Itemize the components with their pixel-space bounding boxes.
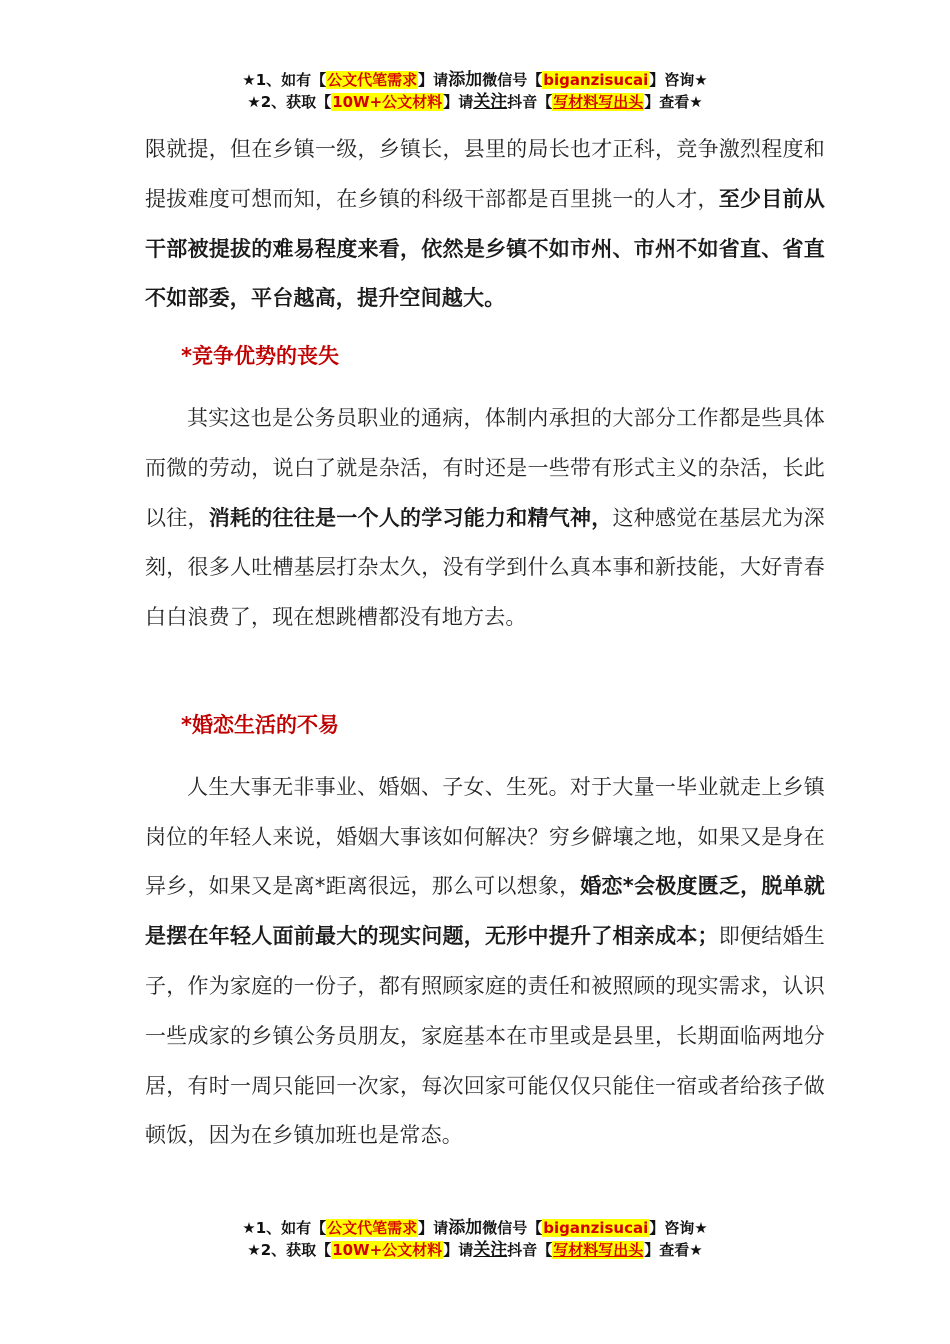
banner-text-emphasis: 添加 <box>448 70 483 90</box>
banner-text: 】请 <box>418 1219 449 1237</box>
paragraph-bold-text: 至少目前从干部被提拔的难易程度来看，依然是乡镇不如市州、市州不如省直、省直不如部委，平台越高，提升空间越大。 <box>145 186 826 311</box>
banner-text: ★2、获取【 <box>247 93 332 111</box>
document-body <box>145 125 825 1161</box>
paragraph-text: 限就提，但在乡镇一级，乡镇长，县里的局长也才正科，竞争激烈程度和提拔难度可想而知，在乡镇的科级干部都是百里挑一的人才， <box>145 137 825 211</box>
section-heading-competition: *竞争优势的丧失 <box>181 344 339 369</box>
highlight-materials: 10W+公文材料 <box>332 1241 443 1259</box>
highlight-wechat-id: biganzisucai <box>543 1219 649 1237</box>
banner-text: 微信号【 <box>482 71 543 89</box>
banner-text: ★1、如有【 <box>242 71 327 89</box>
banner-text: 微信号【 <box>482 1219 543 1237</box>
paragraph-text: 即便结婚生子，作为家庭的一份子，都有照顾家庭的责任和被照顾的现实需求，认识一些成家的乡镇公务员朋友，家庭基本在市里或是县里，长期面临两地分居，有时一周只能回一次家，每次回家可能仅仅只能住一宿或者给孩子做顿饭，因为在乡镇加班也是常态。 <box>145 924 825 1148</box>
highlight-wechat-id: biganzisucai <box>543 71 649 89</box>
banner-text: ★2、获取【 <box>247 1241 332 1259</box>
banner-text: ★1、如有【 <box>242 1219 327 1237</box>
banner-text-emphasis: 关注 <box>473 92 508 112</box>
banner-text: 】查看★ <box>644 1241 703 1259</box>
paragraph-bold-text: 消耗的往往是一个人的学习能力和精气神， <box>208 505 613 530</box>
paragraph-text: 人生大事无非事业、婚姻、子女、生死。对于大量一毕业就走上乡镇岗位的年轻人来说，婚姻大事该如何解决？穷乡僻壤之地，如果又是身在异乡，如果又是离*距离很远，那么可以想象， <box>145 774 825 899</box>
highlight-materials: 10W+公文材料 <box>332 93 443 111</box>
highlight-douyin-account: 写材料写出头 <box>553 1241 644 1259</box>
highlight-douyin-account: 写材料写出头 <box>553 93 644 111</box>
banner-text: 】请 <box>443 1241 474 1259</box>
banner-line-2 <box>0 1239 950 1261</box>
banner-text-emphasis: 添加 <box>448 1218 483 1238</box>
header-banner <box>0 69 950 113</box>
banner-text: 】请 <box>443 93 474 111</box>
paragraph-promotion <box>145 125 825 324</box>
footer-banner <box>0 1217 950 1261</box>
banner-text: 抖音【 <box>507 93 553 111</box>
banner-text: 】查看★ <box>644 93 703 111</box>
paragraph-marriage <box>145 763 825 1161</box>
section-heading-marriage: *婚恋生活的不易 <box>181 712 339 737</box>
banner-text: 】请 <box>418 71 449 89</box>
paragraph-competition <box>145 394 825 643</box>
banner-line-1 <box>0 1217 950 1239</box>
banner-line-1 <box>0 69 950 91</box>
banner-line-2 <box>0 91 950 113</box>
banner-text: 抖音【 <box>507 1241 553 1259</box>
highlight-writing-service: 公文代笔需求 <box>327 1219 418 1237</box>
paragraph-text: 这种感觉在基层尤为深刻，很多人吐槽基层打杂太久，没有学到什么真本事和新技能，大好青春白白浪费了，现在想跳槽都没有地方去。 <box>145 505 825 630</box>
banner-text: 】咨询★ <box>649 1219 708 1237</box>
paragraph-bold-text: 婚恋*会极度匮乏，脱单就是摆在年轻人面前最大的现实问题，无形中提升了相亲成本； <box>145 874 825 949</box>
banner-text: 】咨询★ <box>649 71 708 89</box>
banner-text-emphasis: 关注 <box>473 1240 508 1260</box>
paragraph-text: 其实这也是公务员职业的通病，体制内承担的大部分工作都是些具体而微的劳动，说白了就是杂活，有时还是一些带有形式主义的杂活，长此以往， <box>145 405 825 530</box>
highlight-writing-service: 公文代笔需求 <box>327 71 418 89</box>
